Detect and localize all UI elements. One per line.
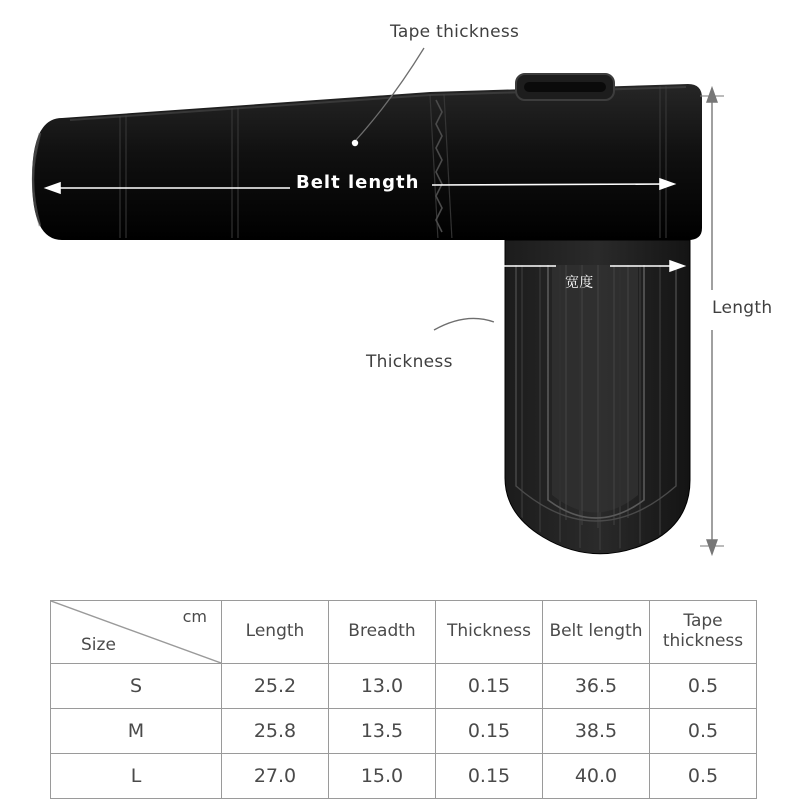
size-chart-table <box>50 600 757 799</box>
corner-unit: cm <box>182 607 207 626</box>
cell-belt-length: 40.0 <box>543 754 650 799</box>
cell-size: S <box>51 664 222 709</box>
belt-loop <box>516 74 614 100</box>
label-tape-thickness: Tape thickness <box>390 22 520 42</box>
header-belt-length: Belt length <box>543 601 650 664</box>
label-belt-length: Belt length <box>296 172 420 193</box>
cell-breadth: 13.5 <box>329 709 436 754</box>
table-row <box>51 709 757 754</box>
cell-breadth: 15.0 <box>329 754 436 799</box>
cell-thickness: 0.15 <box>436 664 543 709</box>
table-header-row <box>51 601 757 664</box>
cell-thickness: 0.15 <box>436 709 543 754</box>
cell-tape-thickness: 0.5 <box>650 664 757 709</box>
cell-length: 27.0 <box>222 754 329 799</box>
header-tape-thickness: Tape thickness <box>650 601 757 664</box>
label-length: Length <box>712 298 773 318</box>
belt-body <box>32 84 702 240</box>
table-row <box>51 664 757 709</box>
corner-size-label: Size <box>81 635 116 655</box>
cell-thickness: 0.15 <box>436 754 543 799</box>
cell-belt-length: 38.5 <box>543 709 650 754</box>
cell-tape-thickness: 0.5 <box>650 754 757 799</box>
label-breadth-cn: 宽度 <box>565 275 594 291</box>
cell-length: 25.2 <box>222 664 329 709</box>
cell-tape-thickness: 0.5 <box>650 709 757 754</box>
cell-breadth: 13.0 <box>329 664 436 709</box>
table-row <box>51 754 757 799</box>
tape-thickness-point <box>352 140 358 146</box>
corner-cell <box>51 601 222 664</box>
header-breadth: Breadth <box>329 601 436 664</box>
cell-belt-length: 36.5 <box>543 664 650 709</box>
header-length: Length <box>222 601 329 664</box>
length-dimension <box>700 88 724 554</box>
header-thickness: Thickness <box>436 601 543 664</box>
cell-size: M <box>51 709 222 754</box>
wrist-panel <box>505 240 690 560</box>
label-thickness: Thickness <box>366 352 453 372</box>
thickness-point <box>494 320 500 326</box>
cell-size: L <box>51 754 222 799</box>
cell-length: 25.8 <box>222 709 329 754</box>
